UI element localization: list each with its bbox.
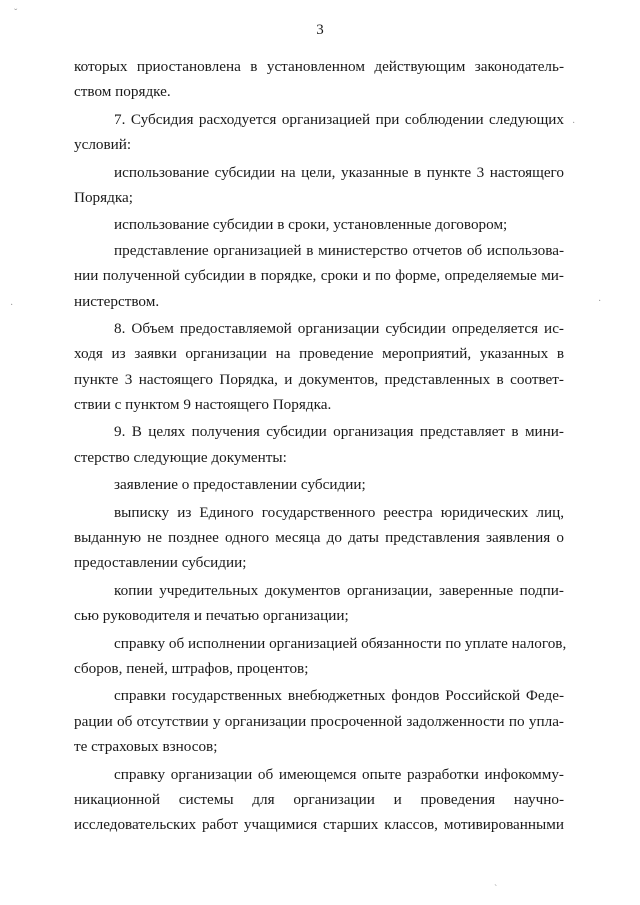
text-line: 9. В целях получения субсидии организация представляет в мини- (114, 423, 564, 441)
text-line: Порядка; (74, 188, 133, 206)
text-line: которых приостановлена в установленном действующим законодатель- (74, 58, 564, 75)
text-line: заявление о предоставлении субсидии; (114, 476, 366, 494)
text-line: пункте 3 настоящего Порядка, и документов, представленных в соответ- (74, 370, 564, 388)
text-line: ходя из заявки организации на проведение мероприятий, указанных в (74, 345, 564, 363)
text-line: исследовательских работ учащимися старших классов, мотивированными (74, 816, 564, 834)
scan-speck: · (598, 296, 602, 307)
text-line: сью руководителя и печатью организации; (74, 607, 349, 625)
text-line: представление организацией в министерство отчетов об использова- (114, 241, 564, 259)
document-body (74, 54, 567, 838)
text-line: 8. Объем предоставляемой организации субсидии определяется ис- (114, 319, 564, 337)
page-number: 3 (316, 22, 324, 38)
text-line: те страховых взносов; (74, 738, 218, 756)
text-line: условий: (74, 136, 132, 154)
text-line: выданную не позднее одного месяца до даты представления заявления о (74, 529, 564, 547)
text-line: предоставлении субсидии; (74, 554, 247, 572)
scan-speck: · (10, 300, 14, 311)
text-line: рации об отсутствии у организации просроченной задолженности по упла- (74, 712, 564, 730)
text-line: справки государственных внебюджетных фондов Российской Феде- (114, 687, 564, 705)
text-line: ством порядке. (74, 83, 171, 101)
text-line: нии полученной субсидии в порядке, сроки и по форме, определяемые ми- (74, 267, 564, 285)
text-line: справку организации об имеющемся опыте разработки инфокомму- (114, 765, 564, 783)
text-line: использование субсидии на цели, указанные в пункте 3 настоящего (114, 163, 564, 181)
text-line: использование субсидии в сроки, установленные договором; (114, 216, 508, 234)
text-line: копии учредительных документов организации, заверенные подпи- (114, 581, 564, 599)
scan-speck: · (572, 118, 576, 129)
text-line: ствии с пунктом 9 настоящего Порядка. (74, 396, 332, 414)
text-line: 7. Субсидия расходуется организацией при соблюдении следующих (114, 110, 564, 128)
scan-speck: ˋ (494, 884, 498, 895)
text-line: никационной системы для организации и проведения научно- (74, 790, 564, 808)
text-line: нистерством. (74, 292, 160, 310)
scan-speck: ˇ (14, 8, 18, 19)
text-line: выписку из Единого государственного реестра юридических лиц, (114, 503, 564, 521)
text-line: сборов, пеней, штрафов, процентов; (74, 659, 309, 677)
text-line: стерство следующие документы: (74, 448, 287, 466)
text-line: справку об исполнении организацией обязанности по уплате налогов, (114, 634, 567, 652)
